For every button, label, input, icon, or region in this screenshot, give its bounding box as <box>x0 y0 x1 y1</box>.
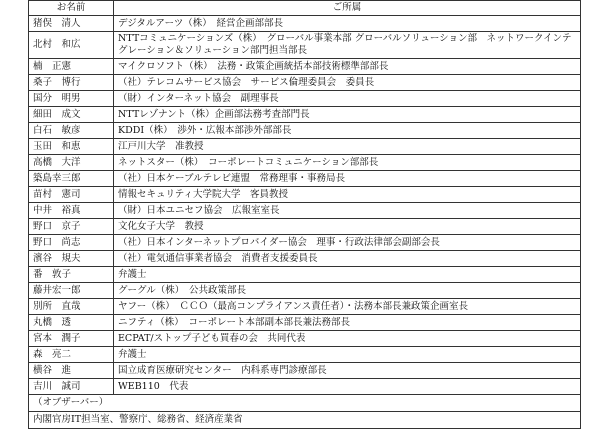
member-name: 白石 敏彦 <box>29 123 114 139</box>
member-affiliation: ECPAT/ストップ子ども買春の会 共同代表 <box>114 331 581 347</box>
member-affiliation: デジタルアーツ（株） 経営企画部部長 <box>114 16 581 32</box>
observer-label: （オブザーバー） <box>29 395 581 412</box>
member-affiliation: ニフティ（株） コーポレート本部副本部長兼法務部長 <box>114 315 581 331</box>
member-name: 野口 京子 <box>29 219 114 235</box>
table-row <box>29 59 581 75</box>
name-column-header: お名前 <box>29 1 114 16</box>
table-row <box>29 107 581 123</box>
member-name: 野口 尚志 <box>29 235 114 251</box>
table-row <box>29 235 581 251</box>
member-affiliation: グーグル（株） 公共政策部長 <box>114 283 581 299</box>
member-name: 森 亮二 <box>29 347 114 363</box>
member-name: 国分 明男 <box>29 91 114 107</box>
table-row <box>29 283 581 299</box>
member-name: 細田 成文 <box>29 107 114 123</box>
member-name: 北村 和広 <box>29 32 114 59</box>
member-affiliation: 情報セキュリティ大学院大学 客員教授 <box>114 187 581 203</box>
member-affiliation: 弁護士 <box>114 347 581 363</box>
member-affiliation: 国立成育医療研究センター 内科系専門診療部長 <box>114 363 581 379</box>
member-affiliation: ヤフー（株） ＣＣＯ（最高コンプライアンス責任者）・法務本部長兼政策企画室長 <box>114 299 581 315</box>
member-name: 桑子 博行 <box>29 75 114 91</box>
table-row <box>29 16 581 32</box>
table-row <box>29 331 581 347</box>
member-affiliation: マイクロソフト（株） 法務・政策企画統括本部技術標準部部長 <box>114 59 581 75</box>
table-row <box>29 187 581 203</box>
member-name: 藤井宏一郎 <box>29 283 114 299</box>
affiliation-column-header: ご所属 <box>114 1 581 16</box>
table-row <box>29 363 581 379</box>
member-name: 濱谷 規夫 <box>29 251 114 267</box>
member-name: 吉川 誠司 <box>29 379 114 395</box>
member-name: 玉田 和恵 <box>29 139 114 155</box>
table-row <box>29 315 581 331</box>
table-row <box>29 171 581 187</box>
table-row <box>29 155 581 171</box>
observer-list-row <box>29 412 581 429</box>
member-name: 築島幸三郎 <box>29 171 114 187</box>
table-row <box>29 139 581 155</box>
table-row <box>29 379 581 395</box>
member-affiliation: （社）日本ケーブルテレビ連盟 常務理事・事務局長 <box>114 171 581 187</box>
member-affiliation: 江戸川大学 准教授 <box>114 139 581 155</box>
table-header-row <box>29 1 581 16</box>
member-name: 高橋 大洋 <box>29 155 114 171</box>
member-name: 横谷 進 <box>29 363 114 379</box>
member-name: 番 敦子 <box>29 267 114 283</box>
member-affiliation: （財）日本ユニセフ協会 広報室室長 <box>114 203 581 219</box>
table-row <box>29 91 581 107</box>
member-affiliation: NTTコミュニケーションズ（株） グローバル事業本部 グローバルソリューション部 ネットワークインテグレーション＆ソリューション部門担当部長 <box>114 32 581 59</box>
member-name: 丸橋 透 <box>29 315 114 331</box>
member-name: 苗村 憲司 <box>29 187 114 203</box>
member-name: 宮本 潤子 <box>29 331 114 347</box>
observer-label-row <box>29 395 581 412</box>
member-list-document <box>28 0 580 429</box>
table-row <box>29 251 581 267</box>
member-name: 別所 直哉 <box>29 299 114 315</box>
member-table <box>28 0 581 429</box>
table-row <box>29 267 581 283</box>
member-affiliation: （社）日本インターネットプロバイダー協会 理事・行政法律部会副部会長 <box>114 235 581 251</box>
member-affiliation: WEB110 代表 <box>114 379 581 395</box>
member-affiliation: （財）インターネット協会 副理事長 <box>114 91 581 107</box>
table-row <box>29 219 581 235</box>
member-name: 猪俣 清人 <box>29 16 114 32</box>
table-row <box>29 299 581 315</box>
member-affiliation: 文化女子大学 教授 <box>114 219 581 235</box>
member-affiliation: ネットスター（株） コーポレートコミュニケーション部部長 <box>114 155 581 171</box>
member-rows <box>29 16 581 395</box>
member-name: 中井 裕真 <box>29 203 114 219</box>
member-name: 楠 正憲 <box>29 59 114 75</box>
member-affiliation: 弁護士 <box>114 267 581 283</box>
table-row <box>29 203 581 219</box>
table-row <box>29 347 581 363</box>
member-affiliation: （社）テレコムサービス協会 サービス倫理委員会 委員長 <box>114 75 581 91</box>
member-affiliation: （社）電気通信事業者協会 消費者支援委員長 <box>114 251 581 267</box>
member-affiliation: KDDI（株） 渉外・広報本部渉外部部長 <box>114 123 581 139</box>
table-row <box>29 123 581 139</box>
member-affiliation: NTTレゾナント（株）企画部法務考査部門長 <box>114 107 581 123</box>
table-row <box>29 75 581 91</box>
observer-list: 内閣官房IT担当室、警察庁、総務省、経済産業省 <box>29 412 581 429</box>
table-row <box>29 32 581 59</box>
